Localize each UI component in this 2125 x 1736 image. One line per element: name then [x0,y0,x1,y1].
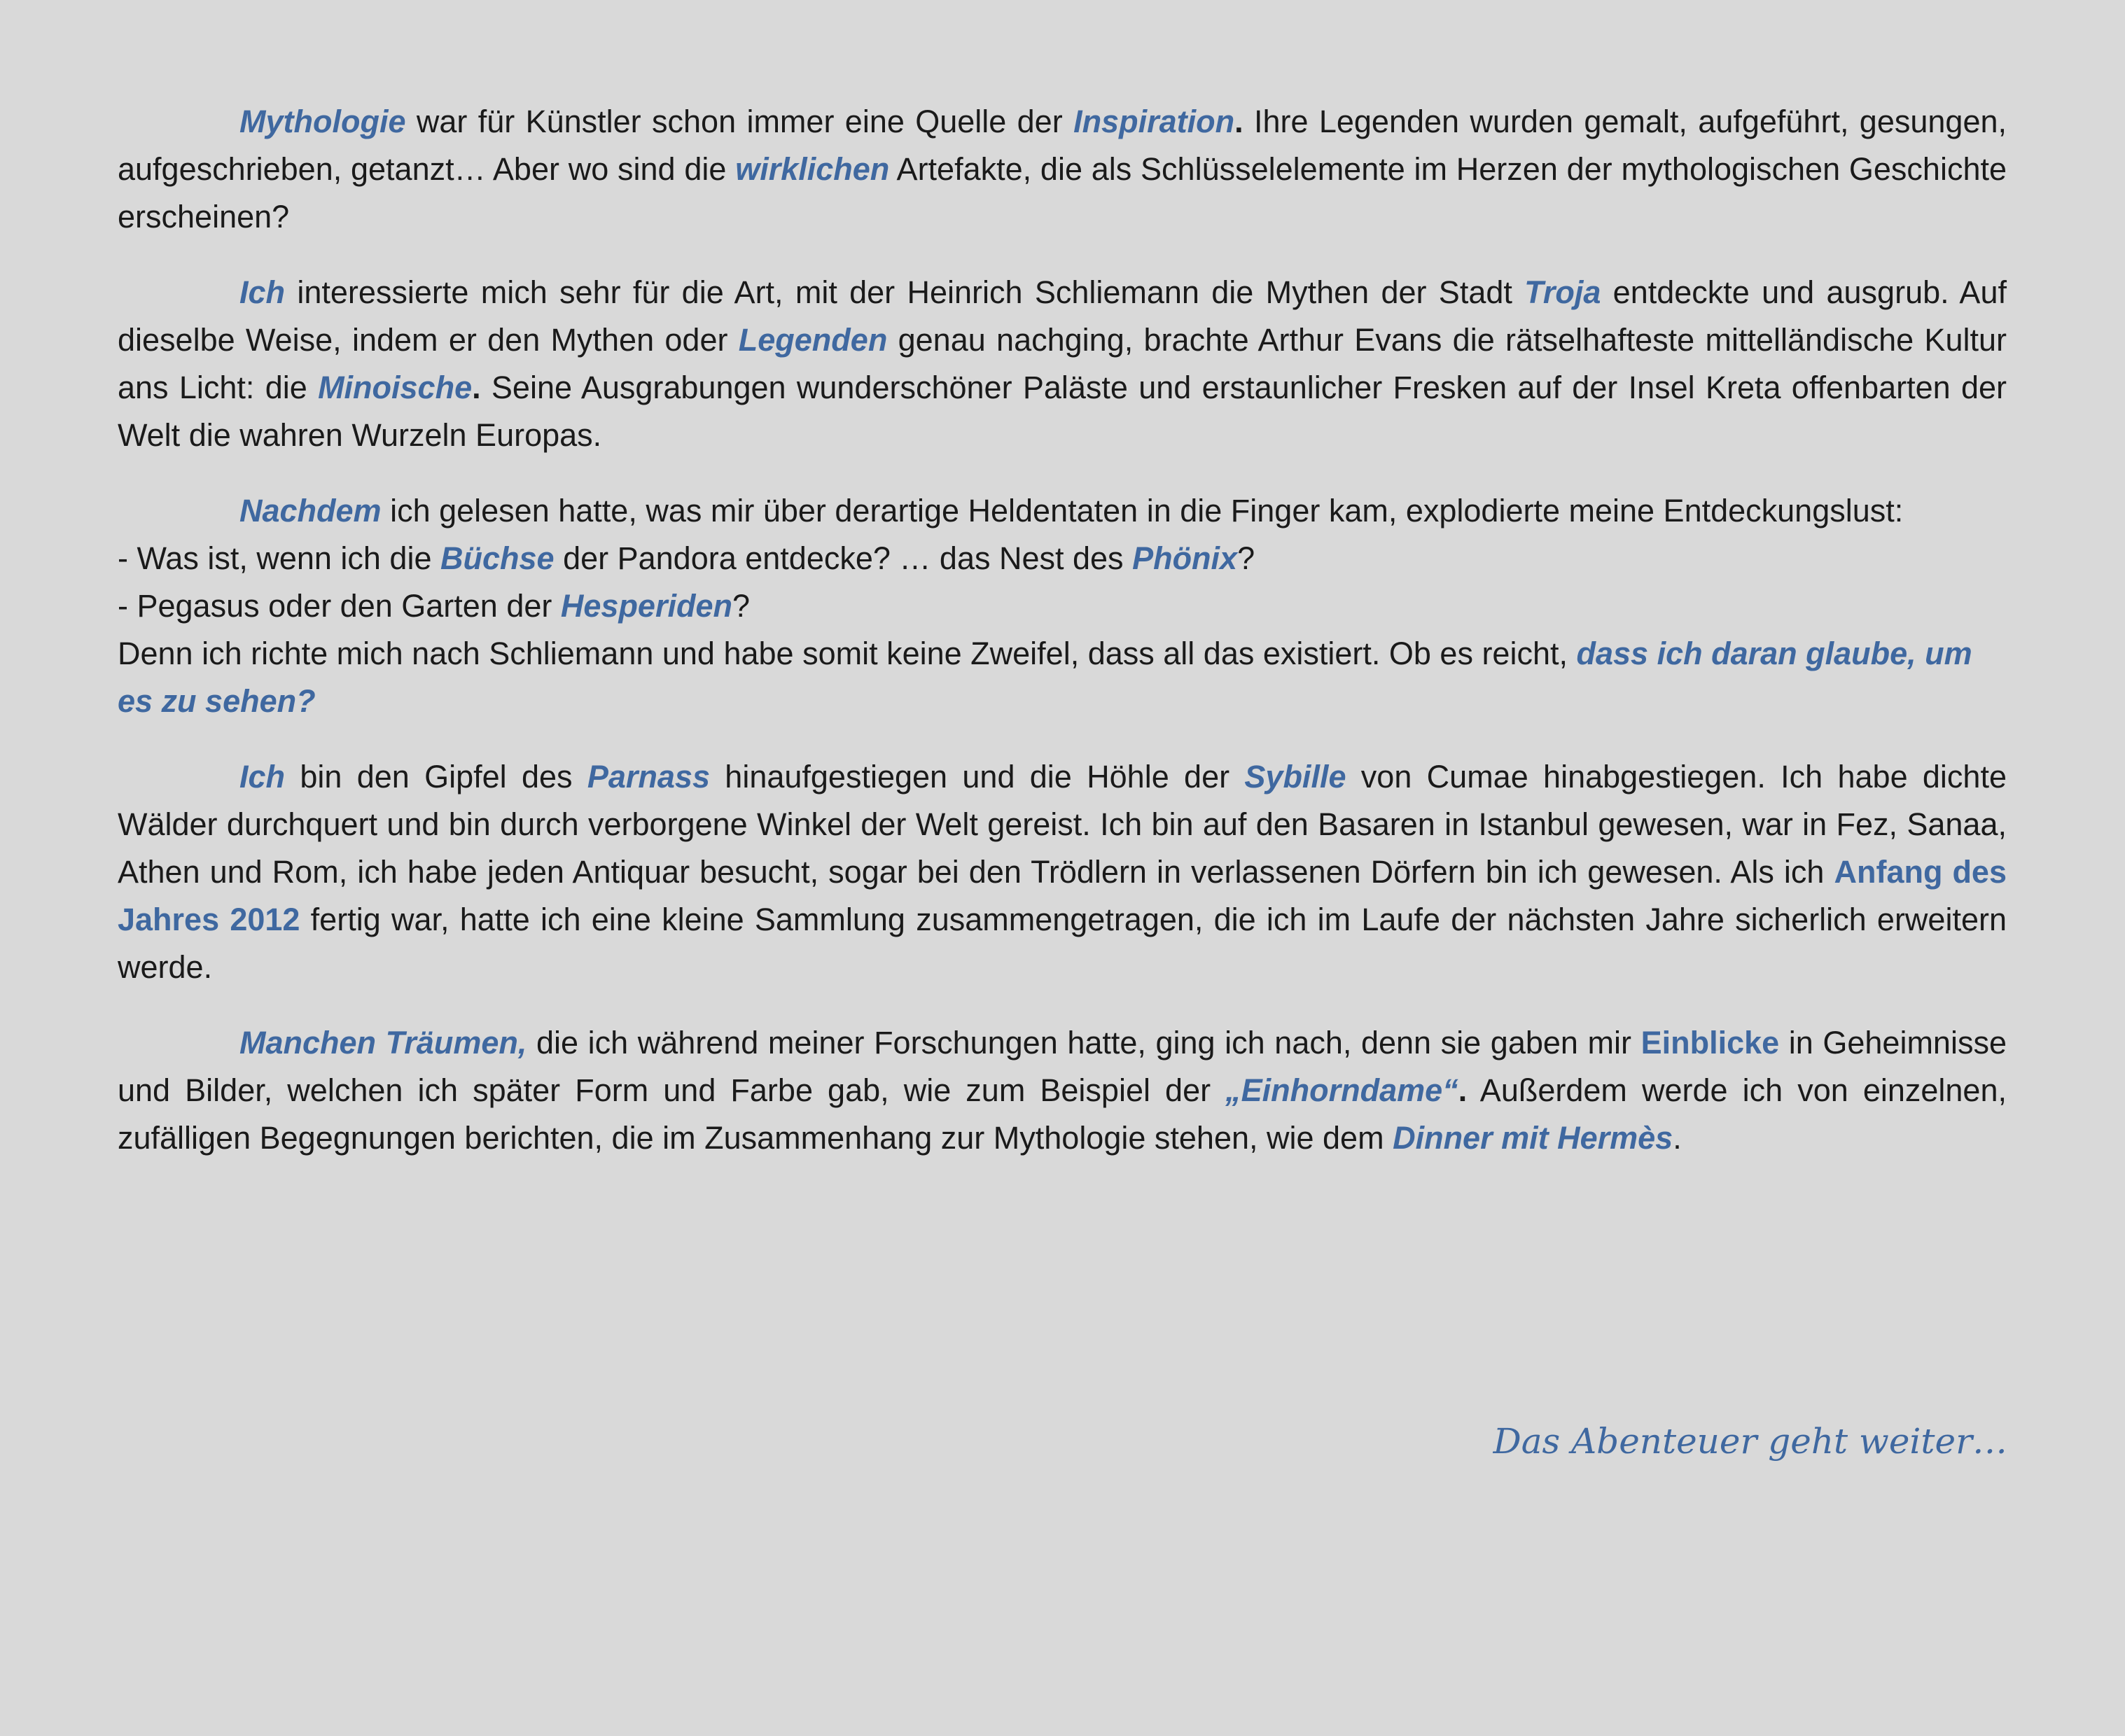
body-text: ? [1237,540,1255,576]
paragraph-mythologie [118,98,2007,241]
highlight-text: Minoische [318,370,473,405]
body-text: fertig war, hatte ich eine kleine Sammlung zusammengetragen, die ich im Laufe der nächsten Jahre sicherlich erweitern werde. [118,902,2007,985]
body-text: Artefakte, die als Schlüsselelemente im Herzen der mythologischen Geschichte erscheinen? [118,151,2007,234]
body-text: Seine Ausgrabungen wunderschöner Paläste und erstaunlicher Fresken auf der Insel Kreta offenbarten der Welt die wahren Wurzeln Europas. [118,370,2007,453]
body-text: . [1458,1072,1468,1108]
body-text: Außerdem werde ich von einzelnen, zufälligen Begegnungen berichten, die im Zusammenhang zur Mythologie stehen, wie dem [118,1072,2007,1156]
body-text: . [1234,104,1243,139]
closing-line: Das Abenteuer geht weiter… [1493,1421,2007,1462]
highlight-text: wirklichen [735,151,890,187]
highlight-text: „Einhorndame“ [1225,1072,1458,1108]
paragraph-reisen [118,753,2007,991]
body-text: entdeckte und ausgrub. Auf dieselbe Weise, indem er den Mythen oder [118,274,2007,358]
body-text: genau nachging, brachte Arthur Evans die rätselhafteste mittelländische Kultur ans Licht: die [118,322,2007,405]
highlight-text: Parnass [587,759,710,794]
highlight-text: Legenden [738,322,888,358]
body-text: bin den Gipfel des [285,759,587,794]
highlight-text: Troja [1524,274,1601,310]
body-text: hinaufgestiegen und die Höhle der [709,759,1245,794]
highlight-text: Anfang des Jahres 2012 [118,854,2007,937]
highlight-text: Ich [239,759,286,794]
paragraph-traeume [118,1019,2007,1162]
body-text: . [1673,1120,1682,1156]
body-text: der Pandora entdecke? … das Nest des [554,540,1133,576]
list-line: - Pegasus oder den Garten der [118,588,561,624]
highlight-text: Sybille [1244,759,1346,794]
list-line: - Was ist, wenn ich die [118,540,440,576]
body-text: Denn ich richte mich nach Schliemann und habe somit keine Zweifel, dass all das existiert. Ob es reicht, [118,636,1577,671]
body-text: . [472,370,481,405]
highlight-text: Dinner mit Hermès [1393,1120,1673,1156]
body-text: war für Künstler schon immer eine Quelle der [405,104,1074,139]
document-body [118,98,2007,1190]
highlight-text: Büchse [440,540,555,576]
highlight-text: Einblicke [1640,1025,1780,1060]
body-text: ich gelesen hatte, was mir über derartige Heldentaten in die Finger kam, explodierte meine Entdeckungslust: [381,493,1904,528]
body-text: interessierte mich sehr für die Art, mit der Heinrich Schliemann die Mythen der Stadt [285,274,1525,310]
highlight-text: Phönix [1132,540,1238,576]
body-text: Ihre Legenden wurden gemalt, aufgeführt, gesungen, aufgeschrieben, getanzt… Aber wo sind die [118,104,2007,187]
highlight-text: Manchen Träumen, [239,1025,527,1060]
highlight-text: Inspiration [1073,104,1235,139]
body-text: die ich während meiner Forschungen hatte, ging ich nach, denn sie gaben mir [527,1025,1641,1060]
highlight-text: Nachdem [239,493,382,528]
body-text: in Geheimnisse und Bilder, welchen ich später Form und Farbe gab, wie zum Beispiel der [118,1025,2007,1108]
body-text: von Cumae hinabgestiegen. Ich habe dichte Wälder durchquert und bin durch verborgene Winkel der Welt gereist. Ich bin auf den Basaren in Istanbul gewesen, war in Fez, Sanaa, Athen und Rom, ich habe jeden Antiquar besucht, sogar bei den Trödlern in verlassenen Dörfern bin ich gewesen. Als ich [118,759,2007,890]
paragraph-schliemann [118,269,2007,459]
highlight-text: Mythologie [239,104,406,139]
body-text: ? [732,588,751,624]
highlight-text: dass ich daran glaube, um es zu sehen? [118,636,1972,719]
highlight-text: Hesperiden [560,588,732,624]
highlight-text: Ich [239,274,286,310]
paragraph-entdeckungslust [118,487,2007,725]
